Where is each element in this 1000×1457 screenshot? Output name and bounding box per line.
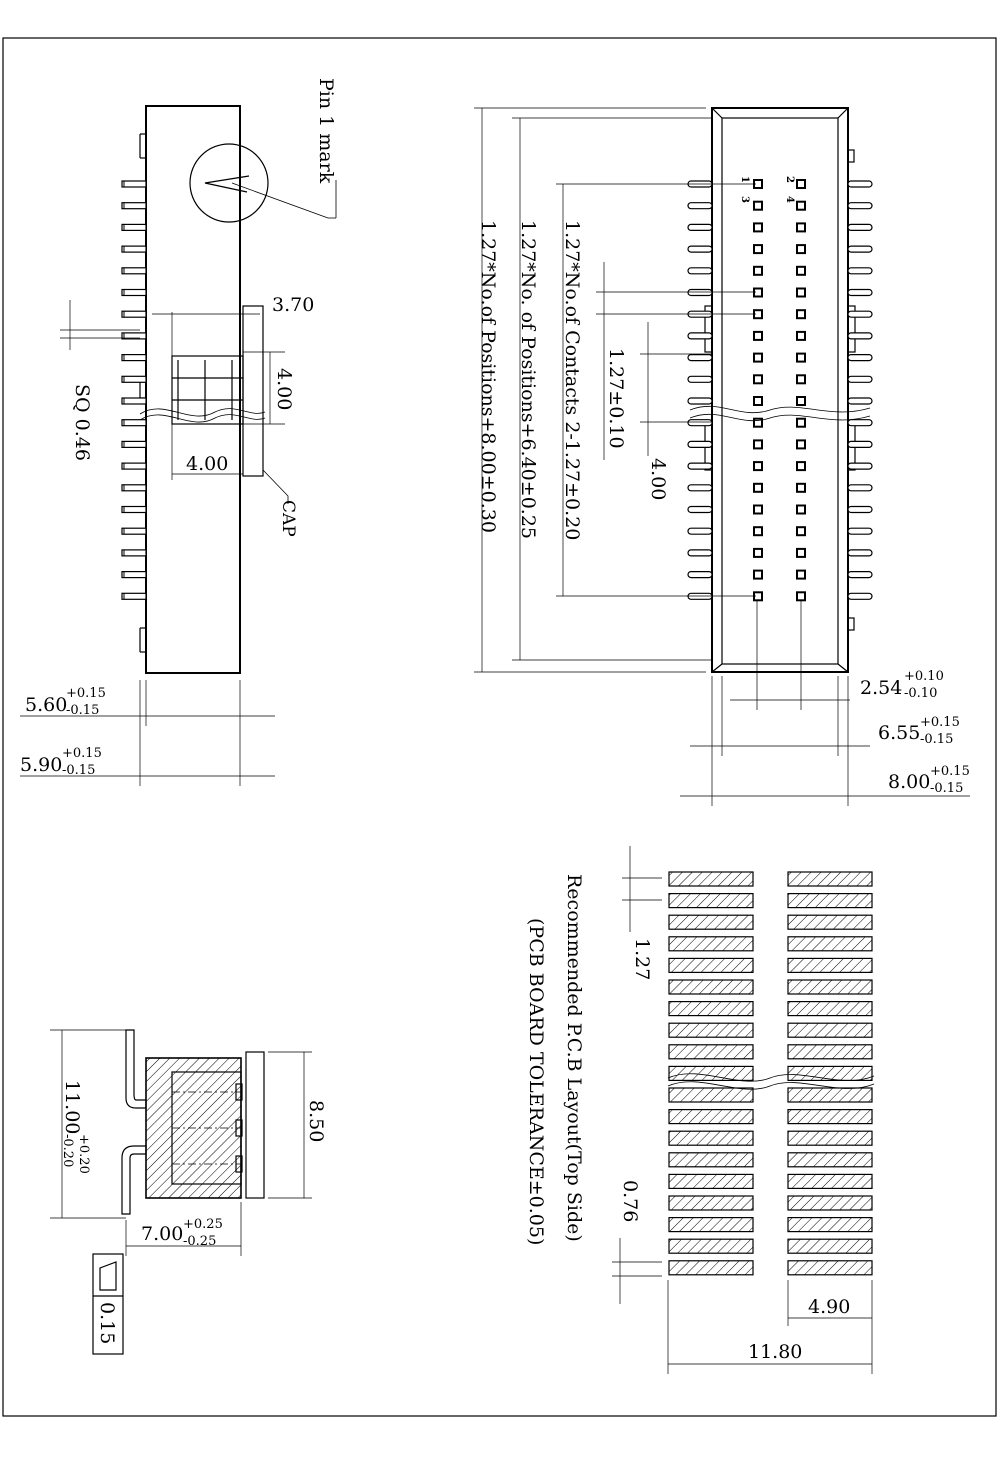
pcb-pad-right	[788, 1261, 872, 1275]
dim-6-55-lower: -0.15	[920, 732, 954, 747]
side-pin	[122, 485, 146, 491]
right-pin	[848, 528, 872, 534]
contact-odd	[754, 375, 762, 383]
dim-pcb-1-27: 1.27	[631, 938, 653, 981]
dim-3-70: 3.70	[272, 294, 315, 316]
contact-odd	[754, 223, 762, 231]
left-pin	[688, 441, 712, 447]
pcb-pad-left	[669, 1023, 753, 1037]
pcb-pad-right	[788, 1002, 872, 1016]
contact-even	[797, 484, 805, 492]
dim-2-54-upper: +0.10	[904, 669, 944, 684]
pcb-pad-right	[788, 1066, 872, 1080]
pcb-pad-left	[669, 1196, 753, 1210]
side-pin	[122, 420, 146, 426]
left-pin	[688, 290, 712, 296]
top-break-line	[690, 406, 870, 412]
pcb-pad-left	[669, 1153, 753, 1167]
left-pin	[688, 420, 712, 426]
dim-contacts: 1.27*No.of Contacts 2-1.27±0.20	[561, 220, 583, 541]
contact-odd	[754, 506, 762, 514]
left-pin	[688, 507, 712, 513]
contact-even	[797, 527, 805, 535]
right-pin	[848, 290, 872, 296]
contact-even	[797, 375, 805, 383]
end-pin-upper	[126, 1030, 146, 1108]
dim-positions-plus-6-40: 1.27*No. of Positions+6.40±0.25	[517, 220, 539, 539]
pin-number-2: 2	[784, 176, 795, 183]
right-pin	[848, 181, 872, 187]
pcb-pad-right	[788, 1153, 872, 1167]
left-pin	[688, 528, 712, 534]
side-pin	[122, 593, 146, 599]
side-pins	[122, 181, 146, 599]
dim-5-60: 5.60	[25, 694, 68, 716]
right-pin	[848, 593, 872, 599]
dim-6-55: 6.55	[878, 722, 921, 744]
contact-even	[797, 310, 805, 318]
end-view	[50, 1030, 327, 1354]
dim-pcb-4-90: 4.90	[808, 1296, 851, 1318]
contact-even	[797, 440, 805, 448]
pcb-board-tolerance: (PCB BOARD TOLERANCE±0.05)	[525, 918, 547, 1246]
pcb-pad-right	[788, 1239, 872, 1253]
dim-8-00-lower: -0.15	[930, 781, 964, 796]
pcb-pad-right	[788, 958, 872, 972]
left-pin	[688, 398, 712, 404]
pcb-pad-left	[669, 937, 753, 951]
pcb-pad-left	[669, 1131, 753, 1145]
right-pin	[848, 224, 872, 230]
left-pin	[688, 333, 712, 339]
right-pin	[848, 246, 872, 252]
pcb-pad-right	[788, 1088, 872, 1102]
contact-odd	[754, 245, 762, 253]
dim-5-60-lower: -0.15	[66, 703, 100, 718]
contact-even	[797, 180, 805, 188]
dim-8-50: 8.50	[305, 1100, 327, 1143]
right-pin	[848, 355, 872, 361]
side-pin	[122, 311, 146, 317]
contact-odd	[754, 484, 762, 492]
side-pin	[122, 181, 146, 187]
side-pin	[122, 398, 146, 404]
right-pin	[848, 485, 872, 491]
dim-4-00-horizontal: 4.00	[186, 453, 229, 475]
contact-even	[797, 506, 805, 514]
right-pin	[848, 203, 872, 209]
pcb-pad-left	[669, 1110, 753, 1124]
contact-odd	[754, 202, 762, 210]
pcb-pad-left	[669, 958, 753, 972]
dim-pcb-11-80: 11.80	[748, 1341, 803, 1363]
end-pin-lower	[122, 1146, 146, 1214]
left-pin	[688, 246, 712, 252]
pcb-pad-left	[669, 1239, 753, 1253]
pin-number-3: 3	[739, 196, 750, 203]
pcb-pad-right	[788, 1110, 872, 1124]
side-pin	[122, 507, 146, 513]
flatness-value: 0.15	[96, 1302, 118, 1345]
dim-5-90-upper: +0.15	[62, 746, 102, 761]
side-pin	[122, 268, 146, 274]
side-pin	[122, 246, 146, 252]
dim-2-54: 2.54	[860, 677, 903, 699]
pcb-pad-right	[788, 872, 872, 886]
contact-odd	[754, 332, 762, 340]
pcb-layout-title: Recommended P.C.B Layout(Top Side)	[563, 874, 585, 1242]
side-pin	[122, 550, 146, 556]
side-pin	[122, 463, 146, 469]
contact-odd	[754, 289, 762, 297]
contact-odd	[754, 397, 762, 405]
right-pin	[848, 550, 872, 556]
side-pin	[122, 376, 146, 382]
contact-odd	[754, 462, 762, 470]
right-pin	[848, 420, 872, 426]
pcb-pad-right	[788, 937, 872, 951]
pcb-pad-left	[669, 1174, 753, 1188]
contact-even	[797, 592, 805, 600]
right-pin	[848, 441, 872, 447]
dim-positions-plus-8: 1.27*No.of Positions+8.00±0.30	[477, 220, 499, 533]
flatness-icon	[100, 1262, 116, 1290]
contact-even	[797, 289, 805, 297]
contact-odd	[754, 267, 762, 275]
cap-body	[243, 306, 263, 476]
side-pin	[122, 528, 146, 534]
contact-even	[797, 571, 805, 579]
pcb-pad-right	[788, 1174, 872, 1188]
contact-odd	[754, 571, 762, 579]
dim-5-90: 5.90	[20, 754, 63, 776]
left-pin	[688, 485, 712, 491]
pin1-mark-circle	[190, 144, 268, 222]
side-pin	[122, 224, 146, 230]
left-pin	[688, 550, 712, 556]
right-pin	[848, 507, 872, 513]
pcb-pad-left	[669, 980, 753, 994]
pcb-pad-left	[669, 1218, 753, 1232]
contact-even	[797, 397, 805, 405]
right-pin	[848, 376, 872, 382]
left-pin	[688, 224, 712, 230]
pcb-pad-right	[788, 1131, 872, 1145]
contact-odd	[754, 549, 762, 557]
contact-odd	[754, 440, 762, 448]
dim-4-00-vertical: 4.00	[273, 368, 295, 411]
top-pins	[688, 180, 872, 600]
dim-6-55-upper: +0.15	[920, 715, 960, 730]
contact-even	[797, 202, 805, 210]
dim-2-54-lower: -0.10	[904, 686, 938, 701]
dim-8-00-upper: +0.15	[930, 764, 970, 779]
pcb-pad-right	[788, 894, 872, 908]
dim-7-00: 7.00	[141, 1223, 184, 1245]
dim-8-00: 8.00	[888, 771, 931, 793]
pcb-pad-left	[669, 1066, 753, 1080]
pcb-pad-left	[669, 1261, 753, 1275]
side-body	[146, 106, 240, 673]
side-pin	[122, 441, 146, 447]
left-pin	[688, 203, 712, 209]
cap-label: CAP	[278, 500, 298, 537]
contact-even	[797, 267, 805, 275]
pcb-pad-right	[788, 1023, 872, 1037]
right-pin	[848, 398, 872, 404]
top-body-outer	[712, 108, 848, 672]
dim-pitch: 1.27±0.10	[605, 348, 627, 449]
pin-number-1: 1	[739, 176, 750, 183]
pcb-pad-left	[669, 1002, 753, 1016]
contact-odd	[754, 354, 762, 362]
left-pin	[688, 463, 712, 469]
dim-7-00-upper: +0.25	[183, 1217, 223, 1232]
right-pin	[848, 333, 872, 339]
pcb-pad-right	[788, 1218, 872, 1232]
pcb-pad-left	[669, 1045, 753, 1059]
pcb-layout	[525, 846, 874, 1374]
dim-7-00-lower: -0.25	[183, 1234, 217, 1249]
pcb-pad-right	[788, 980, 872, 994]
pcb-pad-left	[669, 915, 753, 929]
side-pin	[122, 572, 146, 578]
dim-5-60-upper: +0.15	[66, 686, 106, 701]
contact-even	[797, 419, 805, 427]
pcb-pad-left	[669, 894, 753, 908]
side-pin	[122, 203, 146, 209]
contact-odd	[754, 527, 762, 535]
pcb-pads	[669, 872, 872, 1275]
contact-even	[797, 223, 805, 231]
contact-even	[797, 549, 805, 557]
dim-5-90-lower: -0.15	[62, 763, 96, 778]
left-pin	[688, 572, 712, 578]
pin1-mark-label: Pin 1 mark	[315, 78, 337, 184]
contact-even	[797, 245, 805, 253]
pcb-pad-right	[788, 1045, 872, 1059]
pcb-pad-left	[669, 1088, 753, 1102]
contact-even	[797, 462, 805, 470]
side-pin	[122, 355, 146, 361]
right-pin	[848, 311, 872, 317]
side-pin	[122, 290, 146, 296]
pin-number-4: 4	[784, 196, 795, 203]
pin1-mark-arrow-icon	[205, 176, 249, 192]
contact-even	[797, 332, 805, 340]
dim-11-00: 11.00	[61, 1080, 83, 1135]
dim-11-00-lower: -0.20	[60, 1134, 75, 1168]
left-pin	[688, 355, 712, 361]
side-view	[20, 78, 337, 786]
end-cap	[246, 1052, 264, 1198]
pcb-pad-right	[788, 1196, 872, 1210]
dim-11-00-upper: +0.20	[76, 1134, 91, 1174]
right-pin	[848, 268, 872, 274]
right-pin	[848, 572, 872, 578]
dim-4-00-top: 4.00	[647, 458, 669, 501]
top-view	[474, 108, 970, 806]
dim-pcb-0-76: 0.76	[619, 1180, 641, 1223]
left-pin	[688, 268, 712, 274]
contact-even	[797, 354, 805, 362]
pcb-pad-right	[788, 915, 872, 929]
right-pin	[848, 463, 872, 469]
dim-sq-0-46: SQ 0.46	[71, 384, 93, 461]
pcb-pad-left	[669, 872, 753, 886]
left-pin	[688, 376, 712, 382]
